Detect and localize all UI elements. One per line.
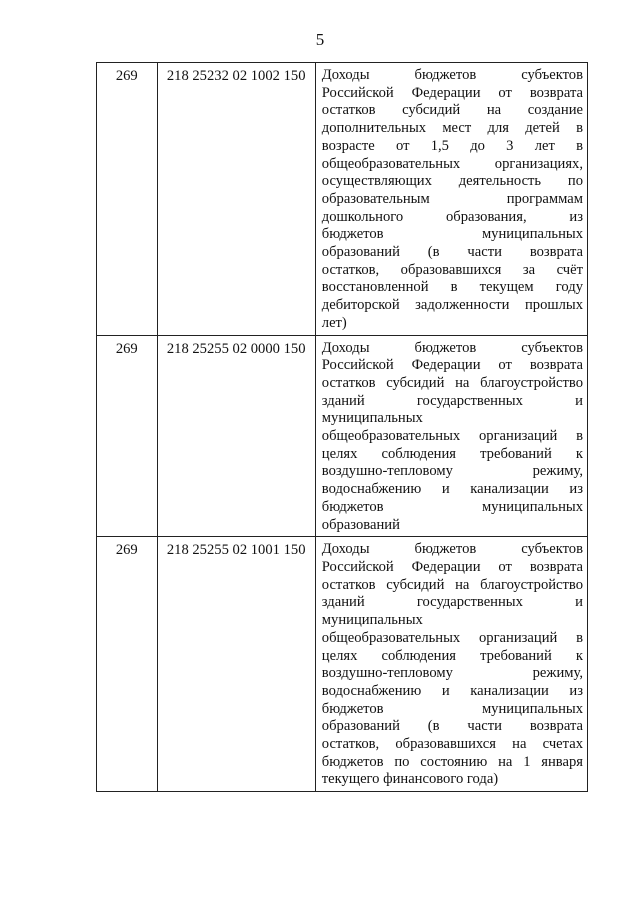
description-line: лет) [321, 314, 347, 331]
description-line: осуществляющих деятельность по [321, 173, 583, 190]
description-line: Российской Федерации от возврата [321, 357, 583, 374]
description-line: общеобразовательных организаций в [321, 629, 583, 646]
description-line: бюджетов муниципальных [321, 498, 583, 515]
description-line: воздушно-тепловому режиму, [321, 463, 583, 480]
classification-code-cell: 218 25255 02 1001 150 [157, 537, 315, 792]
page-number: 5 [315, 30, 325, 49]
description-line: водоснабжению и канализации из [321, 682, 583, 699]
description-cell [315, 63, 587, 336]
description-line: образовательным программам [321, 190, 583, 207]
description-line: водоснабжению и канализации из [321, 481, 583, 498]
description-line: Доходы бюджетов субъектов [321, 541, 583, 558]
table-row [97, 335, 588, 537]
row-number-cell: 269 [97, 63, 158, 336]
description-line: возрасте от 1,5 до 3 лет в [321, 137, 583, 154]
description-line: текущего финансового года) [321, 771, 499, 788]
description-line: общеобразовательных организациях, [321, 155, 583, 172]
description-line: воздушно-тепловому режиму, [321, 665, 583, 682]
description-line: образований (в части возврата [321, 244, 583, 261]
description-line: дебиторской задолженности прошлых [321, 297, 583, 314]
description-line: бюджетов по состоянию на 1 января [321, 753, 583, 770]
description-cell [315, 537, 587, 792]
description-line: зданий государственных и [321, 392, 583, 409]
description-line: образований (в части возврата [321, 718, 583, 735]
description-line: Доходы бюджетов субъектов [321, 67, 583, 83]
table-body [97, 63, 588, 792]
description-line: муниципальных [321, 410, 423, 427]
description-line: зданий государственных и [321, 594, 583, 611]
description-line: целях соблюдения требований к [321, 445, 583, 462]
description-line: остатков, образовавшихся за счёт [321, 261, 583, 278]
description-line: остатков субсидий на благоустройство [321, 374, 583, 391]
description-line: восстановленной в текущем году [321, 279, 583, 296]
classification-code-cell: 218 25232 02 1002 150 [157, 63, 315, 336]
description-line: целях соблюдения требований к [321, 647, 583, 664]
description-line: остатков, образовавшихся на счетах [321, 736, 583, 753]
description-line: муниципальных [321, 612, 423, 629]
description-line: дошкольного образования, из [321, 208, 583, 225]
description-line: остатков субсидий на создание [321, 102, 583, 119]
description-line: Российской Федерации от возврата [321, 558, 583, 575]
description-line: Доходы бюджетов субъектов [321, 339, 583, 356]
description-line: общеобразовательных организаций в [321, 428, 583, 445]
description-line: бюджетов муниципальных [321, 226, 583, 243]
description-cell [315, 335, 587, 537]
description-line: Российской Федерации от возврата [321, 84, 583, 101]
classification-code-cell: 218 25255 02 0000 150 [157, 335, 315, 537]
description-line: остатков субсидий на благоустройство [321, 576, 583, 593]
description-line: бюджетов муниципальных [321, 700, 583, 717]
table-row [97, 63, 588, 336]
row-number-cell: 269 [97, 537, 158, 792]
description-line: образований [321, 516, 400, 533]
income-classification-table [96, 62, 588, 792]
description-line: дополнительных мест для детей в [321, 120, 583, 137]
table-row [97, 537, 588, 792]
row-number-cell: 269 [97, 335, 158, 537]
